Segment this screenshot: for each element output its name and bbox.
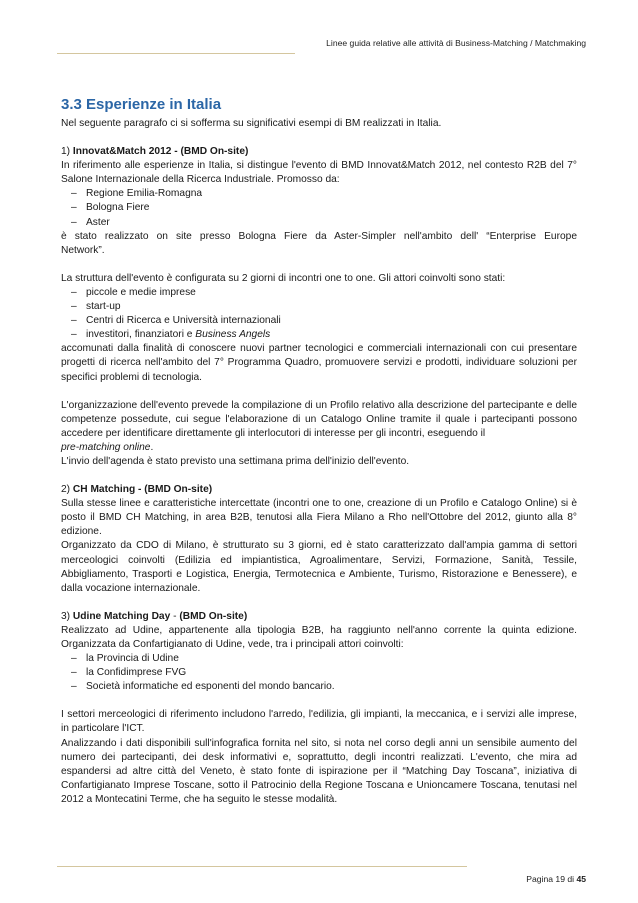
case-1-text-2b: Network”. xyxy=(61,244,105,256)
header-rule xyxy=(57,53,295,54)
case-1 xyxy=(61,145,577,469)
section-intro: Nel seguente paragrafo ci si sofferma su significativi esempi di BM realizzati in Italia. xyxy=(61,118,442,129)
case-2-text-2: Organizzato da CDO di Milano, è strutturato su 3 giorni, ed è stato caratterizzato dall'ampia gamma di settori merceologici coinvolti (Edilizia ed impiantistica, Agroalimentare, Servizi, Formazione, Sanità, Tessile, Abbigliamento, Trasporti e Logistica, Energia, Termotecnica e Ambiente, Turismo, Ristorazione e Benessere), e dalla vocazione internazionale. xyxy=(61,540,577,594)
case-1-text-1: In riferimento alle esperienze in Italia, si distingue l'evento di BMD Innovat&Match 2012, nel contesto R2B del 7° Salone Internazionale della Ricerca Industriale. Promosso da: xyxy=(61,160,577,186)
list-item: – la Provincia di Udine xyxy=(61,652,577,666)
dash-marker: – xyxy=(71,188,77,200)
dash-marker: – xyxy=(71,653,77,665)
case-1-text-4: accomunati dalla finalità di conoscere nuovi partner tecnologici e commerciali internazionali con cui presentare progetti di ricerca nell'ambito del 7° Programma Quadro, promuovere servizi e prodotti, individuare soluzioni per specifici problemi di tecnologia. xyxy=(61,343,577,383)
case-3-text-3: Analizzando i dati disponibili sull'infografica fornita nel sito, si nota nel corso degli anni un sensibile aumento del numero dei partecipanti, dei desk informativi e, soprattutto, degli incontri realizzati. L'evento, che mira ad espandersi ad altre città del Veneto, è stato fonte di ispirazione per il “Matching Day Toscana”, iniziativa di Confartigianato Imprese Toscane, sotto il Patrocinio della Regione Toscana e Unioncamere Toscana, tenutasi nel 2012 a Montecatini Terme, che ha seguito le stesse modalità. xyxy=(61,737,577,805)
case-2-title-text: CH Matching - (BMD On-site) xyxy=(72,484,213,496)
list-item: – Bologna Fiere xyxy=(61,201,577,215)
case-1-title-text: Innovat&Match 2012 - (BMD On-site) xyxy=(72,146,249,158)
case-1-text-6: L'invio dell'agenda è stato previsto una settimana prima dell'inizio dell'evento. xyxy=(61,455,410,467)
case-3-number: 3) xyxy=(61,610,71,622)
case-1-text-2a: è stato realizzato on site presso Bologna Fiere da Aster-Simpler nell'ambito dell' “Enterprise Europe xyxy=(61,230,577,242)
dash-marker: – xyxy=(71,667,77,679)
section-heading: 3.3 Esperienze in Italia xyxy=(61,96,222,113)
pre-matching-term: pre-matching online xyxy=(61,441,151,453)
dash-marker: – xyxy=(71,202,77,214)
case-1-actors-list xyxy=(61,286,577,342)
case-2-title xyxy=(61,483,577,497)
list-item: – start-up xyxy=(61,300,577,314)
dash-marker: – xyxy=(71,216,77,228)
list-item: – Aster xyxy=(61,216,577,230)
case-2-text-1: Sulla stesse linee e caratteristiche intercettate (incontri one to one, creazione di un Profilo e Catalogo Online) si è posto il BMD CH Matching, in area B2B, tenutosi alla Fiera Milano a Rho nell'Ottobre del 2012, giunto alla 8° edizione. xyxy=(61,498,577,538)
page-label: Pagina 19 di xyxy=(526,874,577,884)
case-3-title: 3) Udine Matching Day - (BMD On-site) xyxy=(61,610,248,622)
list-item: – Centri di Ricerca e Università internazionali xyxy=(61,314,577,328)
list-item: – investitori, finanziatori e Business Angels xyxy=(61,328,577,342)
page-footer xyxy=(526,874,586,884)
case-1-number: 1) xyxy=(61,146,71,158)
case-1-promoters-list xyxy=(61,187,577,229)
list-item: – piccole e medie imprese xyxy=(61,286,577,300)
list-item: – Regione Emilia-Romagna xyxy=(61,187,577,201)
case-3 xyxy=(61,610,577,807)
dash-marker: – xyxy=(71,681,77,693)
case-1-text-3: La struttura dell'evento è configurata su 2 giorni di incontri one to one. Gli attori coinvolti sono stati: xyxy=(61,272,506,284)
case-3-actors-list xyxy=(61,652,577,694)
page-total: 45 xyxy=(576,874,586,884)
case-1-title xyxy=(61,145,577,159)
running-header: Linee guida relative alle attività di Business-Matching / Matchmaking xyxy=(326,38,586,48)
case-3-title-tag: (BMD On-site) xyxy=(179,610,248,622)
case-1-text-5: L'organizzazione dell'evento prevede la compilazione di un Profilo relativo alla descrizione del partecipante e delle competenze possedute, cui segue l'elaborazione di un Catalogo Online tramite il quale i partecipanti possono accedere per identificare direttamente gli interlocutori di interesse per gli incontri, eseguendo il pre-matching online. xyxy=(61,399,577,453)
footer-rule xyxy=(57,866,467,867)
case-3-text-1: Realizzato ad Udine, appartenente alla tipologia B2B, ha raggiunto nell'anno corrente la quinta edizione. Organizzata da Confartigianato di Udine, vede, tra i principali attori coinvolti: xyxy=(61,624,577,650)
list-item: – Società informatiche ed esponenti del mondo bancario. xyxy=(61,680,577,694)
page-body xyxy=(61,96,577,807)
case-2 xyxy=(61,483,577,596)
list-item: – la Confidimprese FVG xyxy=(61,666,577,680)
case-3-title-text: Udine Matching Day xyxy=(72,610,171,622)
dash-marker: – xyxy=(71,329,77,341)
dash-marker: – xyxy=(71,286,77,298)
dash-marker: – xyxy=(71,301,77,313)
case-3-text-2: I settori merceologici di riferimento includono l'arredo, l'edilizia, gli impianti, la meccanica, e i servizi alle imprese, in particolare l'ICT. xyxy=(61,709,577,735)
dash-marker: – xyxy=(71,315,77,327)
case-2-number: 2) xyxy=(61,484,71,496)
